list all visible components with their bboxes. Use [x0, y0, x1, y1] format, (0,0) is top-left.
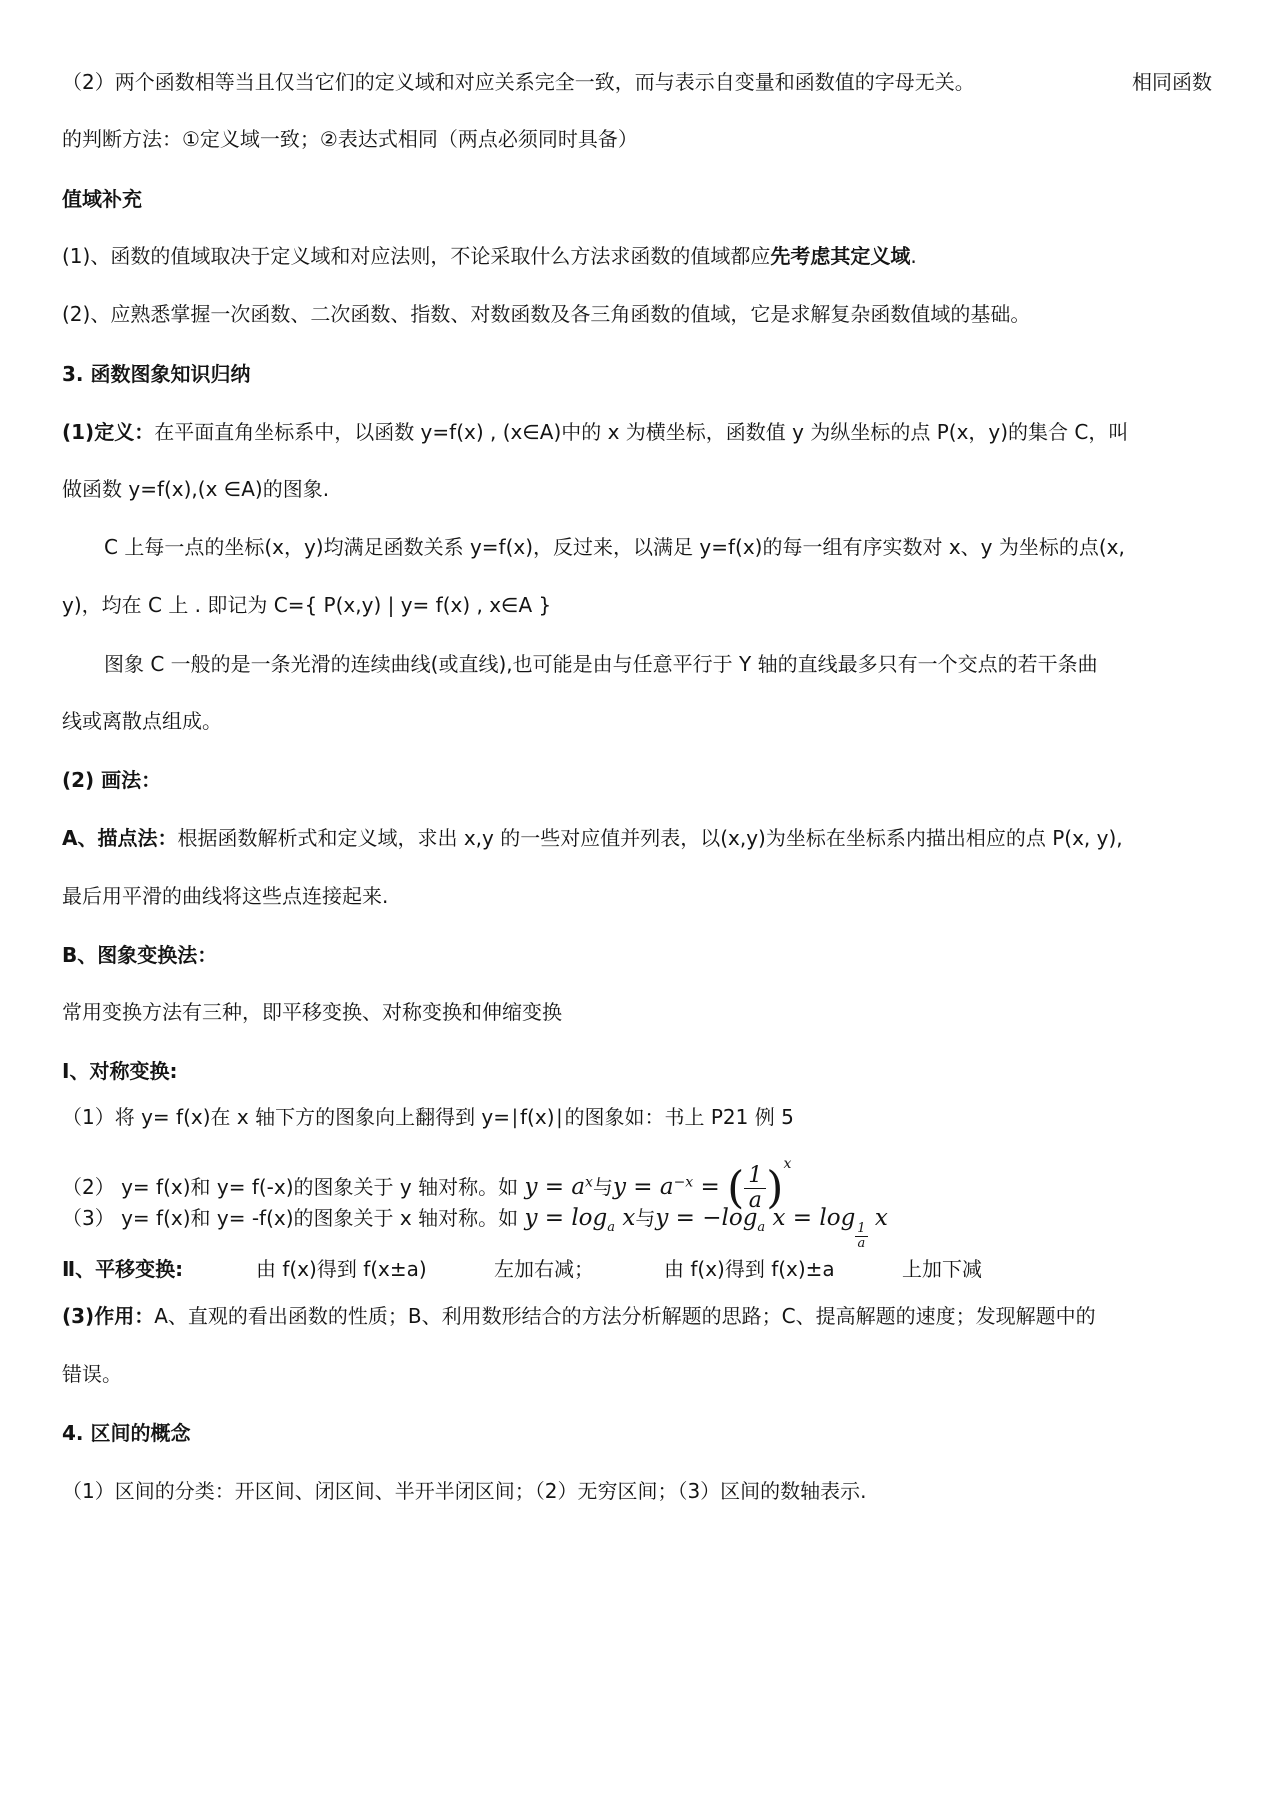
- translation-vertical-rule: 上加下减: [902, 1257, 982, 1281]
- paragraph-purpose-cont: 错误。: [62, 1362, 122, 1386]
- item-symmetric-3: （3） y= f(x)和 y= -f(x)的图象关于 x 轴对称。如 $y = \log_a x$与$y = -\log_a$ x = log $\frac{1}{a}$ x: [62, 1205, 888, 1251]
- heading-range-supplement: 值域补充: [62, 187, 142, 211]
- paragraph-range-2: (2)、应熟悉掌握一次函数、二次函数、指数、对数函数及各三角函数的值域，它是求解复杂函数值域的基础。: [62, 302, 1031, 326]
- paragraph-equal-functions-tail: 相同函数: [1132, 70, 1212, 94]
- paragraph-definition-cont: 做函数 y=f(x),(x ∈A)的图象.: [62, 477, 330, 501]
- paragraph-range-1: (1)、函数的值域取决于定义域和对应法则，不论采取什么方法求函数的值域都应先考虑其定义域.: [62, 244, 917, 268]
- translation-vertical: 由 f(x)得到 f(x)±a: [664, 1257, 835, 1281]
- formula-exponential: $y = a^x$与$y = a^{-x}$ = ( $\frac{1}{a}$ )$^x$: [524, 1156, 792, 1214]
- heading-drawing-methods: (2) 画法：: [62, 768, 162, 792]
- paragraph-point-set-cont: y)，均在 C 上 . 即记为 C={ P(x,y) | y= f(x) , x∈A }: [62, 593, 552, 617]
- emphasis-domain-first: 先考虑其定义域: [770, 244, 911, 268]
- translation-horizontal: 由 f(x)得到 f(x±a): [256, 1257, 427, 1281]
- heading-section-4: 4. 区间的概念: [62, 1421, 191, 1445]
- paragraph-definition: (1)定义：在平面直角坐标系中，以函数 y=f(x) , (x∈A)中的 x 为横坐标，函数值 y 为纵坐标的点 P(x，y)的集合 C，叫: [62, 420, 1129, 444]
- definition-label: (1)定义：: [62, 420, 155, 444]
- translation-horizontal-rule: 左加右减；: [494, 1257, 594, 1281]
- item-symmetric-1: （1）将 y= f(x)在 x 轴下方的图象向上翻得到 y=∣f(x)∣的图象如：书上 P21 例 5: [62, 1105, 794, 1129]
- heading-section-3: 3. 函数图象知识归纳: [62, 362, 251, 386]
- fraction-log-base: $\frac{1}{a}$: [857, 1221, 866, 1251]
- translation-label: Ⅱ、平移变换:: [62, 1257, 184, 1281]
- paragraph-purpose: (3)作用：A、直观的看出函数的性质；B、利用数形结合的方法分析解题的思路；C、提高解题的速度；发现解题中的: [62, 1304, 1096, 1328]
- heading-transformation-method: B、图象变换法：: [62, 943, 218, 967]
- purpose-label: (3)作用：: [62, 1304, 155, 1328]
- paragraph-intervals: （1）区间的分类：开区间、闭区间、半开半闭区间；（2）无穷区间；（3）区间的数轴表示.: [62, 1479, 867, 1503]
- paragraph-judgment-method: 的判断方法：①定义域一致；②表达式相同（两点必须同时具备）: [62, 127, 638, 151]
- paragraph-graph-shape: 图象 C 一般的是一条光滑的连续曲线(或直线),也可能是由与任意平行于 Y 轴的直线最多只有一个交点的若干条曲: [104, 652, 1098, 676]
- paragraph-plotting-method: A、描点法：根据函数解析式和定义域，求出 x,y 的一些对应值并列表，以(x,y)为坐标在坐标系内描出相应的点 P(x, y),: [62, 826, 1123, 850]
- paragraph-common-transformations: 常用变换方法有三种，即平移变换、对称变换和伸缩变换: [62, 1000, 562, 1024]
- paragraph-graph-shape-cont: 线或离散点组成。: [62, 709, 222, 733]
- paragraph-equal-functions: （2）两个函数相等当且仅当它们的定义域和对应关系完全一致，而与表示自变量和函数值的字母无关。: [62, 70, 975, 94]
- heading-symmetric-transformation: Ⅰ、对称变换:: [62, 1059, 178, 1083]
- fraction-one-over-a: $\frac{1}{a}$: [744, 1164, 766, 1213]
- paragraph-point-set: C 上每一点的坐标(x，y)均满足函数关系 y=f(x)，反过来，以满足 y=f(x)的每一组有序实数对 x、y 为坐标的点(x,: [104, 535, 1125, 559]
- paragraph-plotting-method-cont: 最后用平滑的曲线将这些点连接起来.: [62, 884, 389, 908]
- item-symmetric-2: （2） y= f(x)和 y= f(-x)的图象关于 y 轴对称。如 $y = a^x$与$y = a^{-x}$ = ( $\frac{1}{a}$ )$^x$: [62, 1156, 792, 1214]
- plotting-method-label: A、描点法：: [62, 826, 178, 850]
- item-translation: [62, 1255, 183, 1283]
- formula-logarithm: $y = \log_a x$与$y = -\log_a$ x = log $\frac{1}{a}$ x: [524, 1205, 888, 1251]
